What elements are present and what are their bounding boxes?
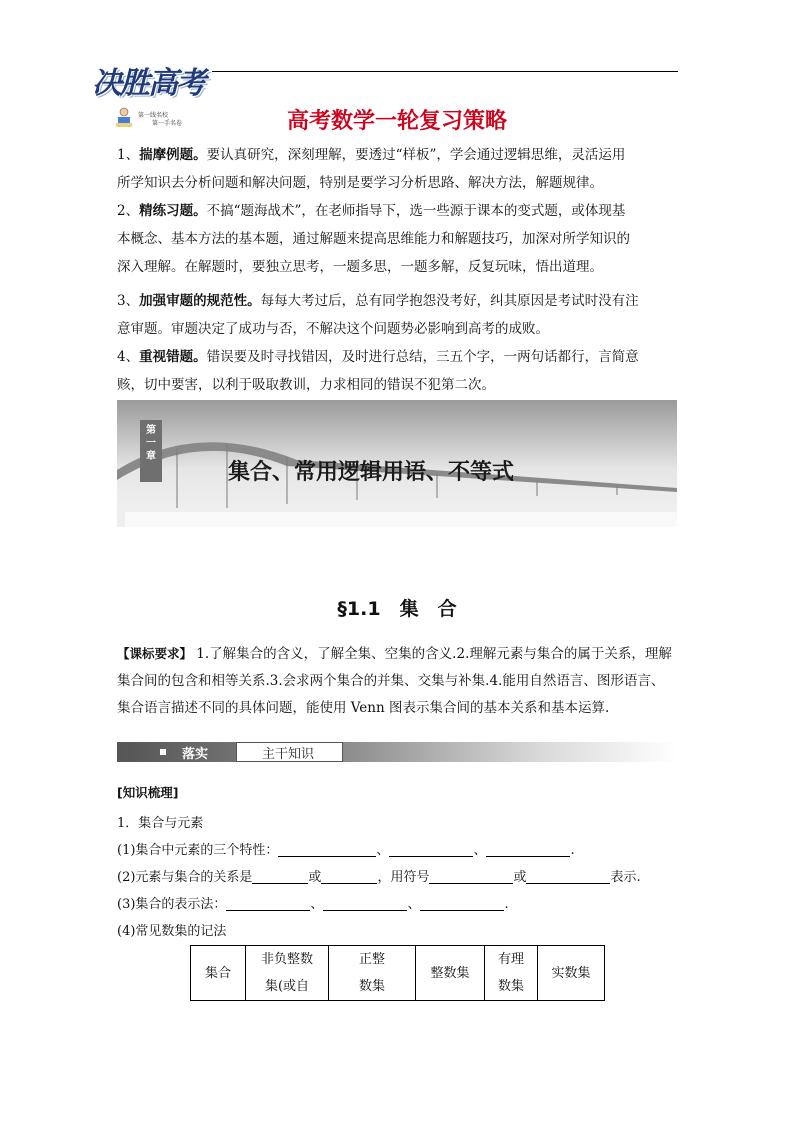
number-sets-table <box>190 945 605 1001</box>
strategy-1: 1、揣摩例题。要认真研究，深刻理解，要透过“样板”，学会通过逻辑思维，灵活运用 所学知识去分析问题和解决问题，特别是要学习分析思路、解决方法，解题规律。 <box>117 147 626 191</box>
strategy-4: 4、重视错题。错误要及时寻找错因，及时进行总结，三五个字，一两句话都行，言简意 赅，切中要害，以利于吸取教训，力求相同的错误不犯第二次。 <box>117 349 639 393</box>
table-cell: 集合 <box>191 946 246 1001</box>
strategy-1-heading: 揣摩例题。 <box>139 147 207 163</box>
logo-subtitle-1: 第一线名校 <box>138 112 169 119</box>
question-3: (3)集合的表示法： 、 、 . <box>117 897 509 912</box>
table-cell: 有理 数集 <box>485 946 538 1001</box>
page-title: 高考数学一轮复习策略 <box>286 109 507 134</box>
blank[interactable] <box>429 869 513 884</box>
blank[interactable] <box>321 869 377 884</box>
blank[interactable] <box>420 896 504 911</box>
strategy-2-heading: 精练习题。 <box>139 203 207 219</box>
logo-text: 决胜高考 <box>92 66 204 101</box>
section-bar-subtitle: 主干知识 <box>262 747 315 762</box>
question-1: (1)集合中元素的三个特性： 、 、 . <box>117 843 575 858</box>
table-row <box>191 946 605 1001</box>
strategy-3-heading: 加强审题的规范性。 <box>139 293 261 309</box>
header-rule <box>212 71 678 72</box>
blank[interactable] <box>226 896 310 911</box>
blank[interactable] <box>389 842 473 857</box>
question-2: (2)元素与集合的关系是 或 ，用符号 或 表示. <box>117 870 641 885</box>
knowledge-item-1: 1．集合与元素 <box>117 816 204 831</box>
section-bar-label: 落实 <box>182 747 209 762</box>
bullet-icon <box>160 749 166 755</box>
strategy-3: 3、加强审题的规范性。每每大考过后，总有同学抱怨没考好，纠其原因是考试时没有注 意审题。审题决定了成功与否，不解决这个问题势必影响到高考的成败。 <box>117 293 639 337</box>
strategy-2: 2、精练习题。不搞“题海战术”，在老师指导下，选一些源于课本的变式题，或体现基 本概念、基本方法的基本题，通过解题来提高思维能力和解题技巧，加深对所学知识的 深入理解。在解题时，要独立思考，一题多思，一题多解，反复玩味，悟出道理。 <box>117 203 630 275</box>
knowledge-header: [知识梳理] <box>117 785 179 800</box>
blank[interactable] <box>278 842 376 857</box>
logo-subtitle-2: 第一手名卷 <box>152 120 183 127</box>
curriculum-requirements: 【课标要求】 1.了解集合的含义，了解全集、空集的含义.2.理解元素与集合的属于关系，理解 集合间的包含和相等关系.3.会求两个集合的并集、交集与补集.4.能用自然语言、图形语言、 集合语言描述不同的具体问题，能使用 Venn 图表示集合间的基本关系和基本运算. <box>117 646 672 716</box>
curriculum-tag: 【课标要求】 <box>117 646 193 661</box>
blank[interactable] <box>323 896 407 911</box>
blank[interactable] <box>486 842 570 857</box>
table-cell: 非负整数 集(或自 <box>246 946 329 1001</box>
chapter-tab: 第 一 章 <box>140 420 162 482</box>
section-title: §1.1 集 合 <box>337 598 457 620</box>
table-cell: 实数集 <box>538 946 605 1001</box>
blank[interactable] <box>252 869 308 884</box>
blank[interactable] <box>526 869 610 884</box>
table-cell: 正整 数集 <box>329 946 416 1001</box>
chapter-title: 集合、常用逻辑用语、不等式 <box>228 460 515 485</box>
strategy-4-heading: 重视错题。 <box>139 349 207 365</box>
table-cell: 整数集 <box>416 946 485 1001</box>
question-4: (4)常见数集的记法 <box>117 924 227 939</box>
